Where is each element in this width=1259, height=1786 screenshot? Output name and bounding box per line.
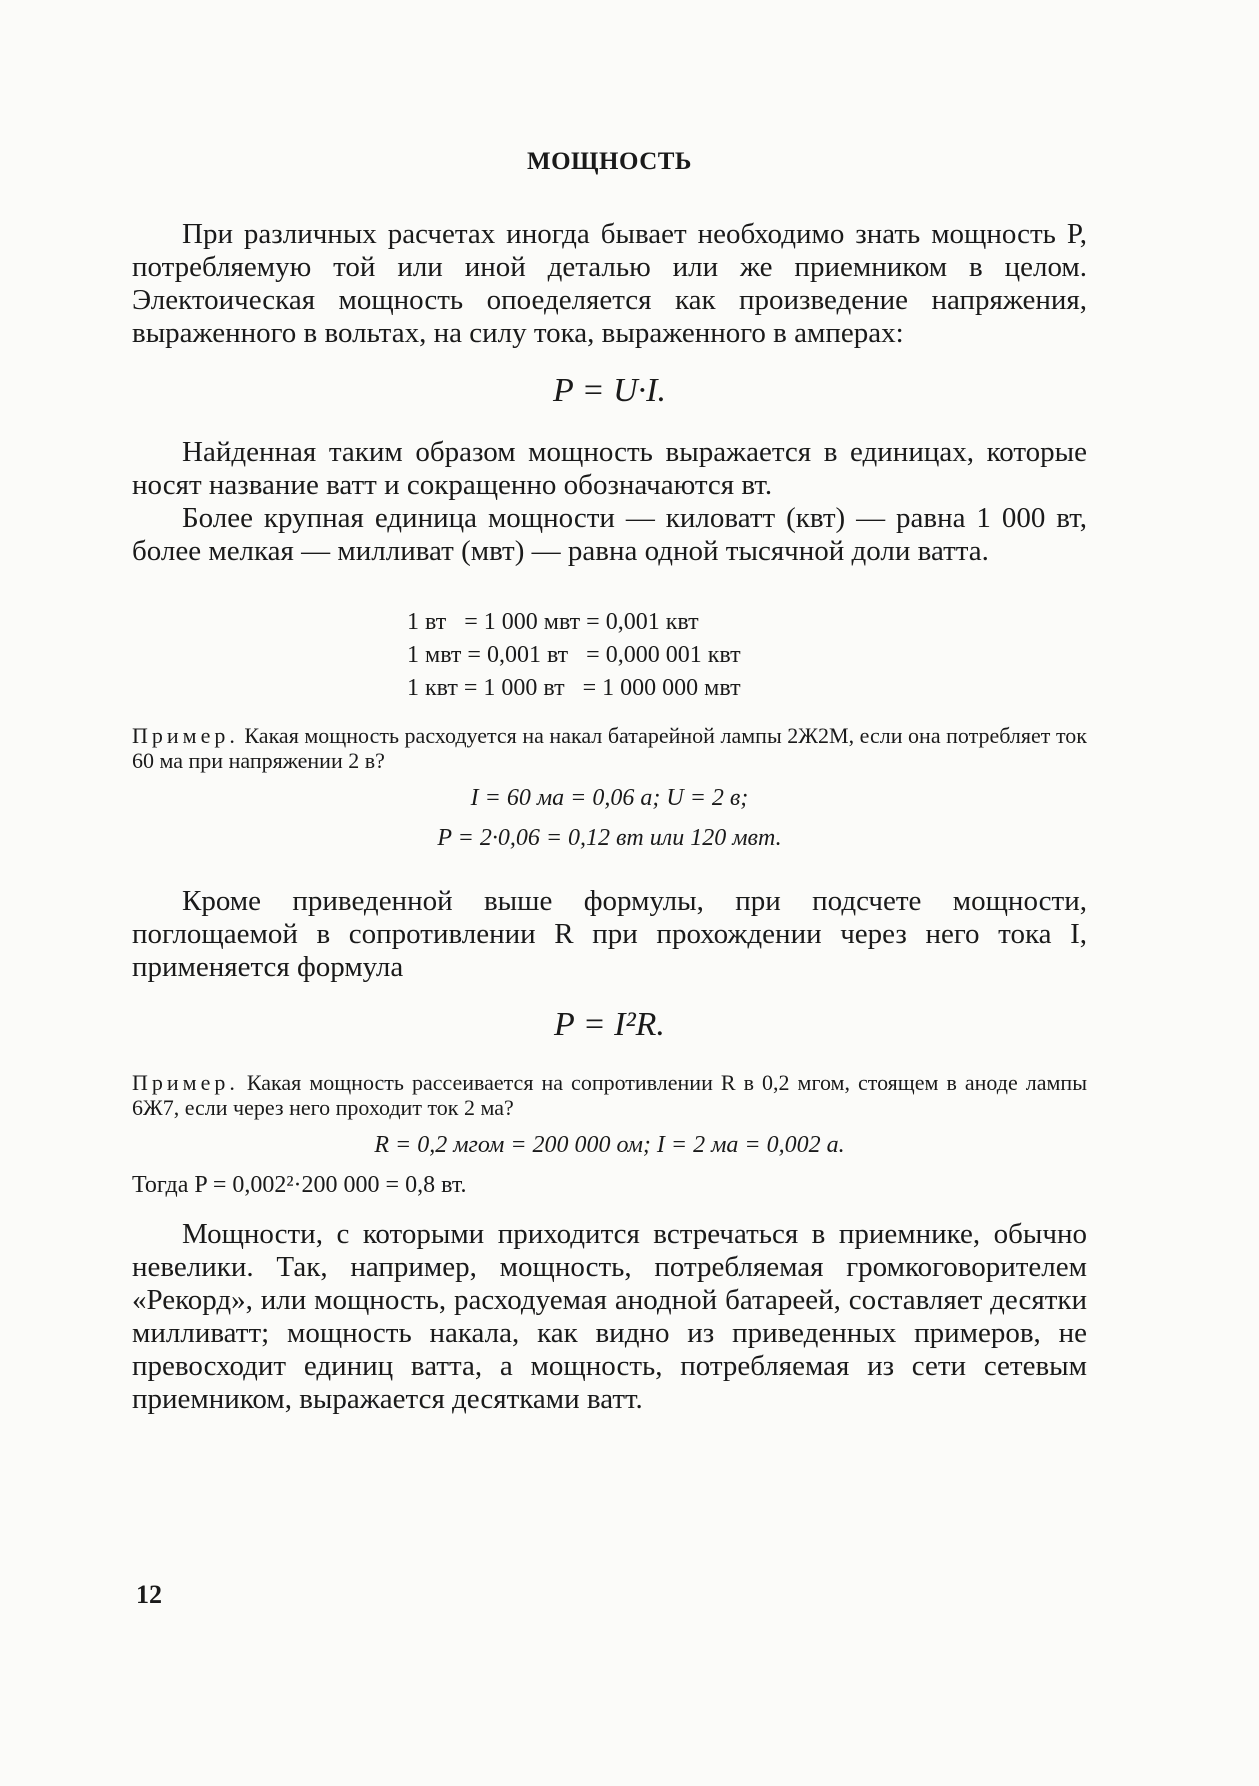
page-title: МОЩНОСТЬ: [527, 148, 692, 175]
paragraph-second-formula: Кроме приведенной выше формулы, при подсчете мощности, поглощаемой в сопротивлении R при прохождении через него тока I, применяется формула: [132, 885, 1087, 983]
example-1: [132, 723, 1087, 773]
example-text: Какая мощность рассеивается на сопротивлении R в 0,2 мгом, стоящем в аноде лампы 6Ж7, если через него проходит ток 2 ма?: [132, 1070, 1087, 1120]
paragraph-watt-unit: Найденная таким образом мощность выражается в единицах, которые носят название ватт и сокращенно обозначаются вт.: [132, 436, 1087, 501]
example-label: Пример.: [132, 723, 239, 748]
page-number: 12: [136, 1580, 162, 1609]
example-text: Какая мощность расходуется на накал батарейной лампы 2Ж2М, если она потребляет ток 60 ма при напряжении 2 в?: [132, 723, 1087, 773]
example-label: Пример.: [132, 1070, 239, 1095]
example-2-calc-1: R = 0,2 мгом = 200 000 ом; I = 2 ма = 0,002 а.: [374, 1132, 845, 1158]
example-1-calc-2: P = 2·0,06 = 0,12 вт или 120 мвт.: [437, 825, 782, 851]
example-1-calc-1: I = 60 ма = 0,06 а; U = 2 в;: [470, 785, 749, 811]
equivalence-line: 1 вт = 1 000 мвт = 0,001 квт: [407, 609, 699, 635]
example-2-result: Тогда P = 0,002²·200 000 = 0,8 вт.: [132, 1172, 467, 1198]
unit-equivalences: [132, 606, 1087, 705]
equivalence-line: 1 квт = 1 000 вт = 1 000 000 мвт: [407, 675, 741, 701]
example-2: [132, 1070, 1087, 1120]
formula-resistive-power: P = I²R.: [554, 1006, 665, 1043]
formula-power: P = U·I.: [553, 372, 666, 409]
page-body: [132, 148, 1087, 1416]
equivalence-line: 1 мвт = 0,001 вт = 0,000 001 квт: [407, 642, 741, 668]
paragraph-intro: При различных расчетах иногда бывает необходимо знать мощность P, потребляемую той или иной деталью или же приемником в целом. Электоическая мощность опоеделяется как произведение напряжения, выраженного в вольтах, на силу тока, выраженного в амперах:: [132, 218, 1087, 349]
paragraph-larger-units: Более крупная единица мощности — киловатт (квт) — равна 1 000 вт, более мелкая — милливат (мвт) — равна одной тысячной доли ватта.: [132, 502, 1087, 567]
paragraph-conclusion: Мощности, с которыми приходится встречаться в приемнике, обычно невелики. Так, например, мощность, потребляемая громкоговорителем «Рекорд», или мощность, расходуемая анодной батареей, составляет десятки милливатт; мощность накала, как видно из приведенных примеров, не превосходит единиц ватта, а мощность, потребляемая из сети сетевым приемником, выражается десятками ватт.: [132, 1218, 1087, 1415]
